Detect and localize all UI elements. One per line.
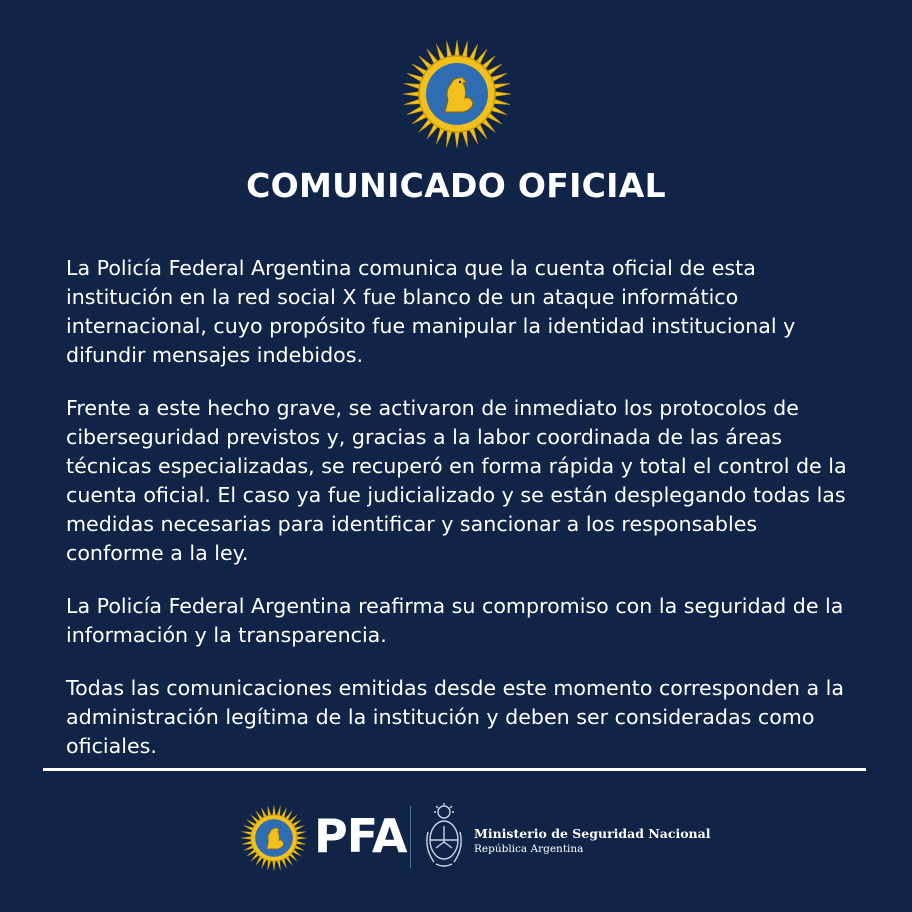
paragraph-1: La Policía Federal Argentina comunica que la cuenta oficial de esta institución en la red social X fue blanco de un ataque informático internacional, cuyo propósito fue manipular la identidad institucional y difundir mensajes indebidos. — [66, 256, 796, 367]
pfa-seal-small-logo — [240, 804, 308, 872]
ministry-name: Ministerio de Seguridad Nacional — [474, 826, 711, 841]
ministry-country: República Argentina — [474, 843, 584, 855]
footer-separator — [410, 806, 411, 868]
national-coat-of-arms-icon — [422, 802, 466, 870]
paragraph-3: La Policía Federal Argentina reafirma su compromiso con la seguridad de la información y la transparencia. — [66, 594, 844, 647]
pfa-wordmark: PFA — [314, 809, 407, 863]
paragraph-4: Todas las comunicaciones emitidas desde este momento corresponden a la administración legítima de la institución y deben ser consideradas como oficiales. — [66, 676, 844, 758]
statement-body — [66, 254, 856, 785]
pfa-seal-logo — [401, 38, 513, 150]
ministry-label — [474, 826, 711, 856]
page-title: COMUNICADO OFICIAL — [246, 166, 666, 205]
footer-divider — [43, 768, 866, 771]
paragraph-2: Frente a este hecho grave, se activaron de inmediato los protocolos de ciberseguridad previstos y, gracias a la labor coordinada de las áreas técnicas especializadas, se recuperó en forma rápida y total el control de la cuenta oficial. El caso ya fue judicializado y se están desplegando todas las medidas necesarias para identificar y sancionar a los responsables conforme a la ley. — [66, 396, 847, 565]
